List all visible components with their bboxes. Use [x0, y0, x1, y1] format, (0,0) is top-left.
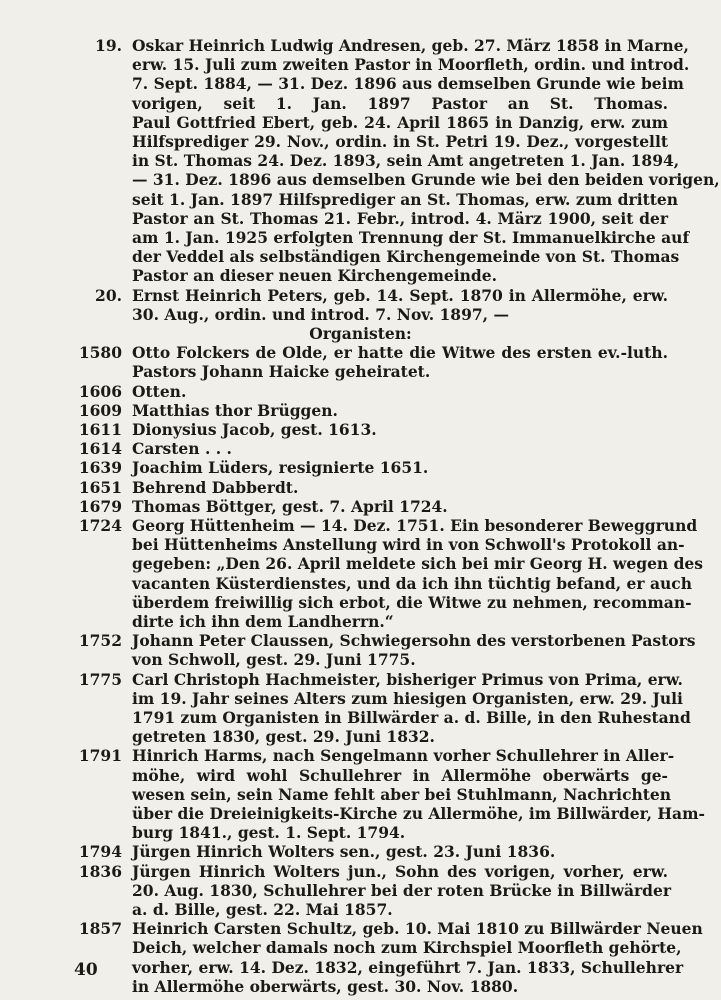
entry-number: 1609: [78, 400, 122, 420]
entry-line: vacanten Küsterdienstes, und da ich ihn tüchtig befand, er auch: [132, 573, 692, 593]
entry-line: Heinrich Carsten Schultz, geb. 10. Mai 1810 zu Billwärder Neuen: [132, 919, 703, 939]
entry-number: 1775: [78, 669, 122, 689]
entry-line: Otten.: [132, 381, 187, 401]
entry-line: Pastor an St. Thomas 21. Febr., introd. 4. März 1900, seit der: [132, 208, 668, 228]
entry-number: 1651: [78, 477, 122, 497]
entry-line: vorigen, seit 1. Jan. 1897 Pastor an St. Thomas.: [132, 93, 668, 113]
entry-line: bei Hüttenheims Anstellung wird in von Schwoll's Protokoll an-: [132, 535, 685, 555]
entry-line: Matthias thor Brüggen.: [132, 400, 338, 420]
entry-line: Georg Hüttenheim — 14. Dez. 1751. Ein besonderer Beweggrund: [132, 516, 698, 535]
entry-line: Pastors Johann Haicke geheiratet.: [132, 362, 431, 382]
entry-number: 1606: [78, 381, 122, 401]
entry-line: Dionysius Jacob, gest. 1613.: [132, 420, 377, 439]
entry-number: 1679: [78, 496, 122, 516]
entry-line: Paul Gottfried Ebert, geb. 24. April 1865 in Danzig, erw. zum: [132, 112, 668, 132]
entry-number: 1614: [78, 439, 122, 459]
entry-line: in St. Thomas 24. Dez. 1893, sein Amt angetreten 1. Jan. 1894,: [132, 151, 680, 171]
entry-line: Hinrich Harms, nach Sengelmann vorher Schullehrer in Aller-: [132, 746, 675, 766]
entry-line: 30. Aug., ordin. und introd. 7. Nov. 1897, —: [132, 304, 509, 324]
entry-number: 1580: [78, 343, 122, 363]
entry-number: 20.: [95, 285, 122, 305]
entry-line: erw. 15. Juli zum zweiten Pastor in Moorfleth, ordin. und introd.: [132, 55, 690, 75]
entry-line: Deich, welcher damals noch zum Kirchspiel Moorfleth gehörte,: [132, 938, 682, 958]
entry-line: seit 1. Jan. 1897 Hilfsprediger an St. Thomas, erw. zum dritten: [132, 189, 679, 209]
entry-line: 20. Aug. 1830, Schullehrer bei der roten Brücke in Billwärder: [132, 880, 672, 900]
entry-number: 1836: [78, 861, 122, 881]
entry-line: a. d. Bille, gest. 22. Mai 1857.: [132, 900, 393, 919]
entry-line: burg 1841., gest. 1. Sept. 1794.: [132, 823, 406, 843]
entry-line: getreten 1830, gest. 29. Juni 1832.: [132, 727, 435, 747]
entry-line: dirte ich ihn dem Landherrn.“: [132, 612, 394, 631]
entry-line: wesen sein, sein Name fehlt aber bei Stuhlmann, Nachrichten: [132, 784, 672, 804]
entry-line: Joachim Lüders, resignierte 1651.: [132, 458, 429, 478]
entry-line: über die Dreieinigkeits-Kirche zu Allermöhe, im Billwärder, Ham-: [132, 804, 705, 823]
entry-line: 7. Sept. 1884, — 31. Dez. 1896 aus demselben Grunde wie beim: [132, 74, 684, 94]
entry-number: 1611: [78, 420, 122, 439]
entry-line: Jürgen Hinrich Wolters jun., Sohn des vorigen, vorher, erw.: [132, 861, 668, 881]
entry-line: am 1. Jan. 1925 erfolgten Trennung der St. Immanuelkirche auf: [132, 228, 690, 247]
entry-number: 1752: [78, 631, 122, 651]
entry-line: Behrend Dabberdt.: [132, 477, 299, 497]
entry-line: im 19. Jahr seines Alters zum hiesigen Organisten, erw. 29. Juli: [132, 688, 683, 708]
entry-line: Johann Peter Claussen, Schwiegersohn des verstorbenen Pastors: [132, 631, 696, 651]
entry-line: möhe, wird wohl Schullehrer in Allermöhe oberwärts ge-: [132, 765, 668, 785]
entry-line: Ernst Heinrich Peters, geb. 14. Sept. 1870 in Allermöhe, erw.: [132, 285, 668, 305]
entry-line: in Allermöhe oberwärts, gest. 30. Nov. 1880.: [132, 976, 519, 996]
page-number: 40: [74, 960, 98, 980]
section-heading: Organisten:: [309, 324, 412, 343]
entry-number: 1639: [78, 458, 122, 478]
entry-line: von Schwoll, gest. 29. Juni 1775.: [132, 650, 416, 670]
entry-line: Oskar Heinrich Ludwig Andresen, geb. 27. März 1858 in Marne,: [132, 36, 689, 55]
entry-line: Pastor an dieser neuen Kirchengemeinde.: [132, 266, 498, 286]
entry-line: Thomas Böttger, gest. 7. April 1724.: [132, 496, 448, 516]
entry-number: 1791: [78, 746, 122, 766]
entry-line: Hilfsprediger 29. Nov., ordin. in St. Petri 19. Dez., vorgestellt: [132, 132, 668, 151]
entry-number: 1857: [78, 919, 122, 939]
entry-number: 1794: [78, 842, 122, 862]
entry-line: 1791 zum Organisten in Billwärder a. d. Bille, in den Ruhestand: [132, 708, 691, 727]
entry-line: überdem freiwillig sich erbot, die Witwe zu nehmen, recomman-: [132, 592, 692, 612]
entry-line: Carl Christoph Hachmeister, bisheriger Primus von Prima, erw.: [132, 669, 683, 689]
entry-line: Jürgen Hinrich Wolters sen., gest. 23. Juni 1836.: [132, 842, 556, 862]
entry-line: Carsten . . .: [132, 439, 232, 459]
entry-line: Otto Folckers de Olde, er hatte die Witwe des ersten ev.-luth.: [132, 343, 668, 363]
entry-line: gegeben: „Den 26. April meldete sich bei mir Georg H. wegen des: [132, 554, 704, 574]
entry-line: der Veddel als selbständigen Kirchengemeinde von St. Thomas: [132, 247, 680, 267]
entry-number: 19.: [95, 36, 122, 55]
entry-number: 1724: [78, 516, 122, 535]
entry-line: — 31. Dez. 1896 aus demselben Grunde wie bei den beiden vorigen,: [132, 170, 720, 190]
entry-line: vorher, erw. 14. Dez. 1832, eingeführt 7. Jan. 1833, Schullehrer: [132, 957, 684, 977]
